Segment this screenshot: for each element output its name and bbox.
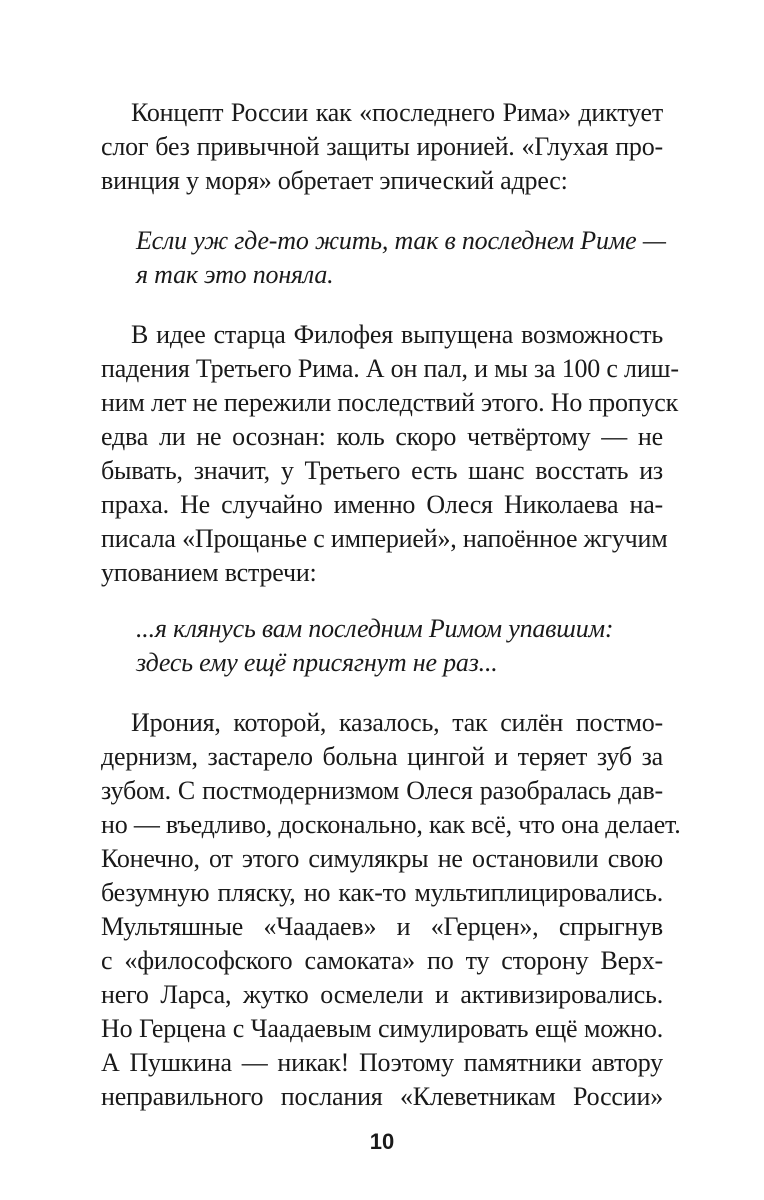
text-line: ним лет не пережили последствий этого. Но пропуск bbox=[101, 388, 679, 417]
text-line: винция у моря» обретает эпический адрес: bbox=[101, 166, 568, 195]
text-line: но — въедливо, досконально, как всё, что она делает. bbox=[101, 810, 681, 839]
text-line: него Ларса, жутко осмелели и активизировались. bbox=[101, 980, 663, 1009]
text-line: неправильного послания «Клеветникам России» bbox=[101, 1082, 663, 1111]
text-line: упованием встречи: bbox=[101, 558, 317, 587]
quote-line: здесь ему ещё присягнут не раз... bbox=[136, 648, 498, 677]
text-line: зубом. С постмодернизмом Олеся разобралась дав- bbox=[101, 776, 663, 805]
text-line: праха. Не случайно именно Олеся Николаева на- bbox=[101, 490, 663, 519]
text-line: едва ли не осознан: коль скоро четвёртому — не bbox=[101, 422, 663, 451]
text-line: Мультяшные «Чаадаев» и «Герцен», спрыгнув bbox=[101, 912, 663, 941]
quote-line: ...я клянусь вам последним Римом упавшим: bbox=[136, 614, 614, 643]
text-line: писала «Прощанье с империей», напоённое жгучим bbox=[101, 524, 668, 553]
text-line: с «философского самоката» по ту сторону Верх- bbox=[101, 946, 663, 975]
text-line: безумную пляску, но как-то мультиплицировались. bbox=[101, 878, 663, 907]
quote-line: я так это поняла. bbox=[136, 260, 334, 289]
text-line: Концепт России как «последнего Рима» диктует bbox=[131, 98, 663, 127]
quote-line: Если уж где-то жить, так в последнем Риме — bbox=[136, 226, 666, 255]
text-line: бывать, значит, у Третьего есть шанс восстать из bbox=[101, 456, 663, 485]
text-line: дернизм, застарело больна цингой и теряет зуб за bbox=[101, 742, 663, 771]
text-line: В идее старца Филофея выпущена возможность bbox=[131, 320, 663, 349]
text-line: Конечно, от этого симулякры не остановили свою bbox=[101, 844, 663, 873]
text-line: падения Третьего Рима. А он пал, и мы за 100 с лиш- bbox=[101, 354, 679, 383]
text-line: слог без привычной защиты иронией. «Глухая про- bbox=[101, 132, 663, 161]
page-number: 10 bbox=[369, 1129, 395, 1154]
text-line: Но Герцена с Чаадаевым симулировать ещё можно. bbox=[101, 1014, 663, 1043]
text-line: А Пушкина — никак! Поэтому памятники автору bbox=[101, 1048, 663, 1077]
text-line: Ирония, которой, казалось, так силён постмо- bbox=[131, 708, 663, 737]
